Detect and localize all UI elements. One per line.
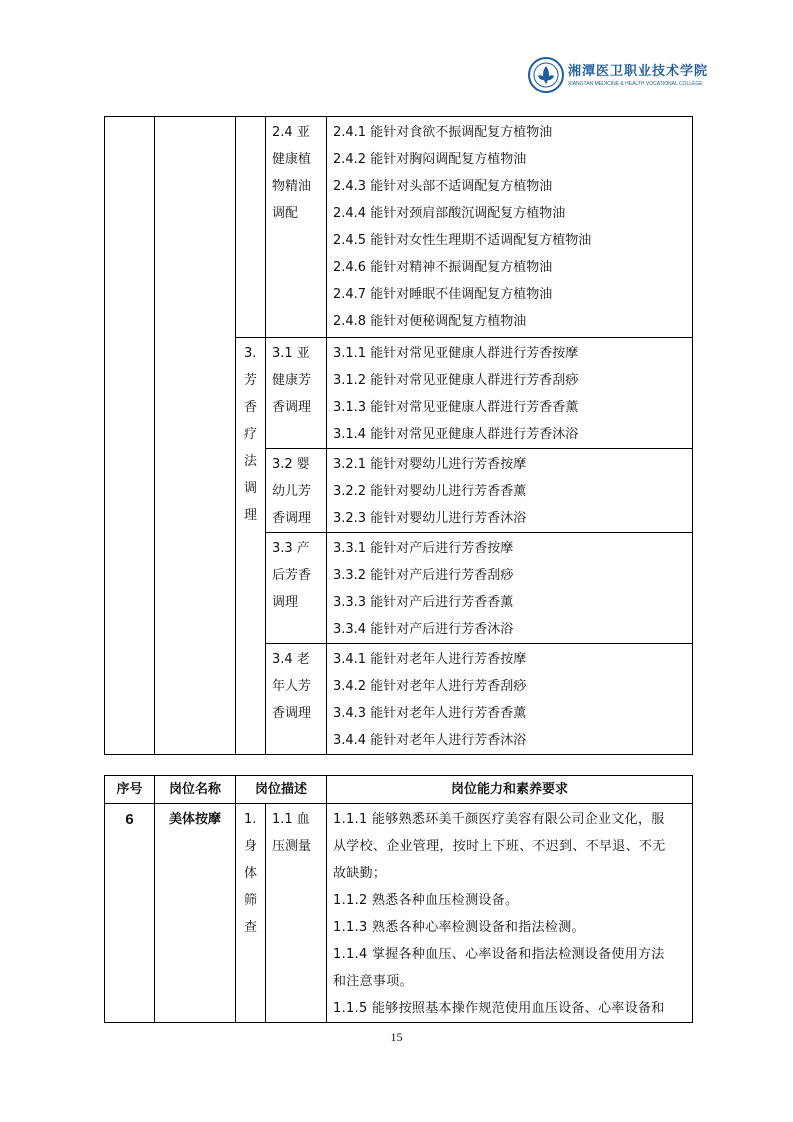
requirement-item: 3.1.4 能针对常见亚健康人群进行芳香沐浴: [333, 427, 579, 442]
sub-desc-line: 香调理: [272, 706, 312, 721]
requirement-line: 故缺勤；: [333, 866, 387, 881]
main-desc-char: 1.: [244, 812, 257, 827]
sub-desc-line: 调配: [272, 206, 299, 221]
sub-desc-line: 幼儿芳: [272, 484, 312, 499]
requirement-line: 从学校、企业管理，按时上下班、不迟到、不早退、不无: [333, 839, 666, 854]
requirement-item: 2.4.1 能针对食欲不振调配复方植物油: [333, 125, 553, 140]
main-desc-char: 查: [244, 920, 258, 935]
requirements-cell: [327, 533, 693, 644]
sub-desc-line: 健康芳: [272, 373, 312, 388]
requirement-line: 1.1.1 能够熟悉环美千颜医疗美容有限公司企业文化，服: [333, 812, 665, 827]
requirement-item: 3.2.2 能针对婴幼儿进行芳香香薰: [333, 484, 527, 499]
requirement-item: 2.4.7 能针对睡眠不佳调配复方植物油: [333, 287, 553, 302]
requirement-item: 2.4.6 能针对精神不振调配复方植物油: [333, 260, 553, 275]
seq-cell-empty: [105, 117, 155, 755]
sub-desc-line: 后芳香: [272, 568, 312, 583]
requirement-line: 1.1.2 熟悉各种血压检测设备。: [333, 893, 519, 908]
main-desc-char: 体: [244, 866, 258, 881]
sub-desc-line: 调理: [272, 595, 299, 610]
requirement-item: 2.4.8 能针对便秘调配复方植物油: [333, 314, 527, 329]
requirement-item: 2.4.4 能针对颈肩部酸沉调配复方植物油: [333, 206, 566, 221]
requirement-item: 3.3.1 能针对产后进行芳香按摩: [333, 541, 514, 556]
main-desc-char: 3.: [244, 346, 257, 361]
main-desc-cell: [236, 338, 266, 755]
main-desc-char: 芳: [244, 373, 258, 388]
sub-desc-line: 3.2 婴: [272, 457, 310, 472]
sub-desc-line: 压测量: [272, 839, 312, 854]
requirement-item: 3.4.1 能针对老年人进行芳香按摩: [333, 652, 527, 667]
sub-desc-line: 健康植: [272, 152, 312, 167]
requirements-cell: [327, 804, 693, 1023]
sub-desc-cell: [266, 804, 327, 1023]
requirements-cell: [327, 117, 693, 338]
sub-desc-line: 香调理: [272, 400, 312, 415]
main-desc-char: 香: [244, 400, 258, 415]
requirement-item: 3.4.2 能针对老年人进行芳香刮痧: [333, 679, 527, 694]
main-desc-cell: [236, 804, 266, 1023]
header-seq: 序号: [105, 776, 155, 804]
main-desc-char: 理: [244, 508, 258, 523]
position-requirements-table: [104, 775, 693, 1023]
requirement-line: 1.1.5 能够按照基本操作规范使用血压设备、心率设备和: [333, 1001, 665, 1016]
requirement-item: 3.3.3 能针对产后进行芳香香薰: [333, 595, 514, 610]
sub-desc-line: 3.3 产: [272, 541, 310, 556]
requirements-cell: [327, 449, 693, 533]
position-cell: 美体按摩: [155, 804, 236, 1023]
requirements-cell: [327, 338, 693, 449]
header-requirements: 岗位能力和素养要求: [327, 776, 693, 804]
table-header-row: [105, 776, 693, 804]
requirement-item: 2.4.2 能针对胸闷调配复方植物油: [333, 152, 527, 167]
main-desc-cell-empty: [236, 117, 266, 338]
requirement-item: 3.3.2 能针对产后进行芳香刮痧: [333, 568, 514, 583]
requirement-item: 3.2.1 能针对婴幼儿进行芳香按摩: [333, 457, 527, 472]
sub-desc-line: 2.4 亚: [272, 125, 310, 140]
requirement-item: 2.4.5 能针对女性生理期不适调配复方植物油: [333, 233, 592, 248]
requirement-item: 3.3.4 能针对产后进行芳香沐浴: [333, 622, 514, 637]
sub-desc-line: 1.1 血: [272, 812, 310, 827]
main-desc-char: 疗: [244, 427, 258, 442]
sub-desc-cell: [266, 449, 327, 533]
position-cell-empty: [155, 117, 236, 755]
sub-desc-cell: [266, 338, 327, 449]
requirement-line: 1.1.3 熟悉各种心率检测设备和指法检测。: [333, 920, 585, 935]
main-desc-char: 法: [244, 454, 258, 469]
main-desc-char: 身: [244, 839, 258, 854]
requirement-item: 3.1.3 能针对常见亚健康人群进行芳香香薰: [333, 400, 579, 415]
requirements-cell: [327, 644, 693, 755]
requirement-line: 和注意事项。: [333, 974, 413, 989]
main-desc-char: 调: [244, 481, 258, 496]
college-name-en: XIANGTAN MEDICINE & HEALTH VOCATIONAL COLLEGE: [568, 81, 703, 87]
page-number: 15: [390, 1030, 403, 1044]
requirement-item: 3.1.1 能针对常见亚健康人群进行芳香按摩: [333, 346, 579, 361]
sub-desc-cell: [266, 117, 327, 338]
sub-desc-cell: [266, 644, 327, 755]
competency-table-continued: [104, 116, 693, 755]
requirement-item: 3.1.2 能针对常见亚健康人群进行芳香刮痧: [333, 373, 579, 388]
sub-desc-line: 3.1 亚: [272, 346, 310, 361]
sub-desc-line: 物精油: [272, 179, 312, 194]
sub-desc-line: 香调理: [272, 511, 312, 526]
main-desc-char: 筛: [244, 893, 258, 908]
seq-cell: 6: [105, 804, 155, 1023]
header-position: 岗位名称: [155, 776, 236, 804]
college-name-block: [568, 60, 709, 87]
requirement-item: 3.2.3 能针对婴幼儿进行芳香沐浴: [333, 511, 527, 526]
college-name: 湘潭医卫职业技术学院: [568, 64, 709, 79]
requirement-item: 3.4.4 能针对老年人进行芳香沐浴: [333, 733, 527, 748]
sub-desc-line: 年人芳: [272, 679, 312, 694]
table-row: [105, 117, 693, 338]
sub-desc-line: 3.4 老: [272, 652, 310, 667]
table-row: [105, 804, 693, 1023]
requirement-item: 2.4.3 能针对头部不适调配复方植物油: [333, 179, 553, 194]
requirement-item: 3.4.3 能针对老年人进行芳香香薰: [333, 706, 527, 721]
header-description: 岗位描述: [236, 776, 327, 804]
sub-desc-cell: [266, 533, 327, 644]
college-emblem-icon: [527, 56, 565, 94]
requirement-line: 1.1.4 掌握各种血压、心率设备和指法检测设备使用方法: [333, 947, 665, 962]
